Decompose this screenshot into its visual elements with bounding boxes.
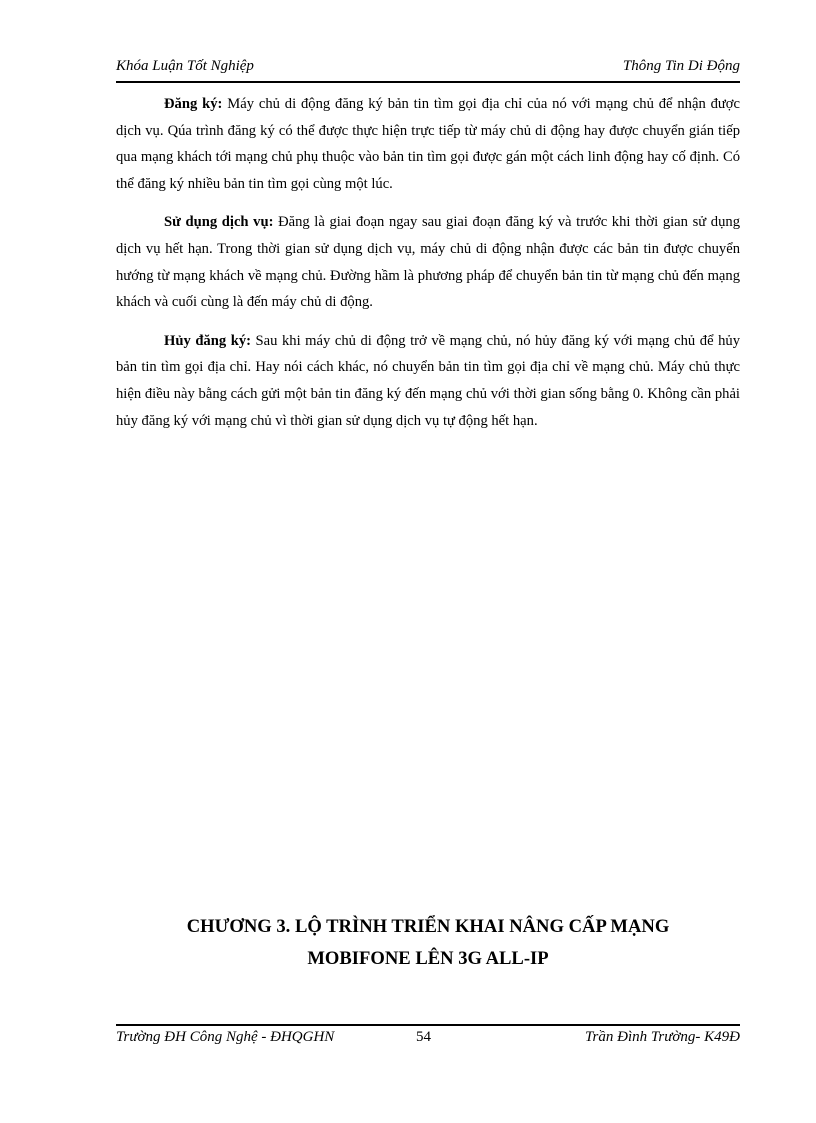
chapter-heading-line-1: CHƯƠNG 3. LỘ TRÌNH TRIỂN KHAI NÂNG CẤP MẠNG <box>186 916 670 937</box>
paragraph-registration <box>116 91 740 197</box>
paragraph-registration-text: Máy chủ di động đăng ký bản tin tìm gọi địa chỉ của nó với mạng chủ để nhận được dịch vụ. Qúa trình đăng ký có thể được thực hiện trực tiếp từ máy chủ di động hay được chuyển gián tiếp qua mạng khách tới mạng chủ phụ thuộc vào bản tin tìm gọi được gán một cách linh động hay cố định. Có thể đăng ký nhiều bản tin tìm gọi cùng một lúc. <box>116 96 740 192</box>
header-right-text: Thông Tin Di Động <box>622 58 740 74</box>
term-registration: Đăng ký: <box>164 96 223 112</box>
body-text <box>116 91 740 446</box>
footer-left-text: Trường ĐH Công Nghệ - ĐHQGHN <box>116 1029 335 1045</box>
chapter-heading-line-2: MOBIFONE LÊN 3G ALL-IP <box>307 948 549 969</box>
footer-rule <box>116 1024 740 1026</box>
header-rule <box>116 81 740 83</box>
page-header <box>116 58 740 80</box>
header-left-text: Khóa Luận Tốt Nghiệp <box>116 58 254 74</box>
paragraph-deregistration <box>116 328 740 434</box>
term-deregistration: Hủy đăng ký: <box>164 332 251 349</box>
paragraph-service-use-text: Đăng là giai đoạn ngay sau giai đoạn đăng ký và trước khi thời gian sử dụng dịch vụ hết hạn. Trong thời gian sử dụng dịch vụ, máy chủ di động nhận được các bản tin được chuyển hướng từ mạng khách về mạng chủ. Đường hầm là phương pháp để chuyển bản tin từ mạng chủ đến mạng khách và cuối cùng là đến máy chủ di động. <box>116 214 740 311</box>
term-service-use: Sử dụng dịch vụ: <box>164 214 274 231</box>
page-number: 54 <box>416 1029 431 1045</box>
paragraph-service-use <box>116 209 740 315</box>
footer-right-text: Trần Đình Trường- K49Đ <box>585 1029 740 1045</box>
paragraph-deregistration-text: Sau khi máy chủ di động trở về mạng chủ, nó hủy đăng ký với mạng chủ để hủy bản tin tìm gọi địa chỉ. Hay nói cách khác, nó chuyển bản tin tìm gọi địa chỉ về mạng chủ. Máy chủ thực hiện điều này bằng cách gửi một bản tin đăng ký đến mạng chủ với thời gian sống bằng 0. Không cần phải hủy đăng ký với mạng chủ vì thời gian sử dụng dịch vụ tự động hết hạn. <box>116 332 740 429</box>
chapter-heading <box>116 911 740 975</box>
page-footer <box>116 1029 740 1051</box>
